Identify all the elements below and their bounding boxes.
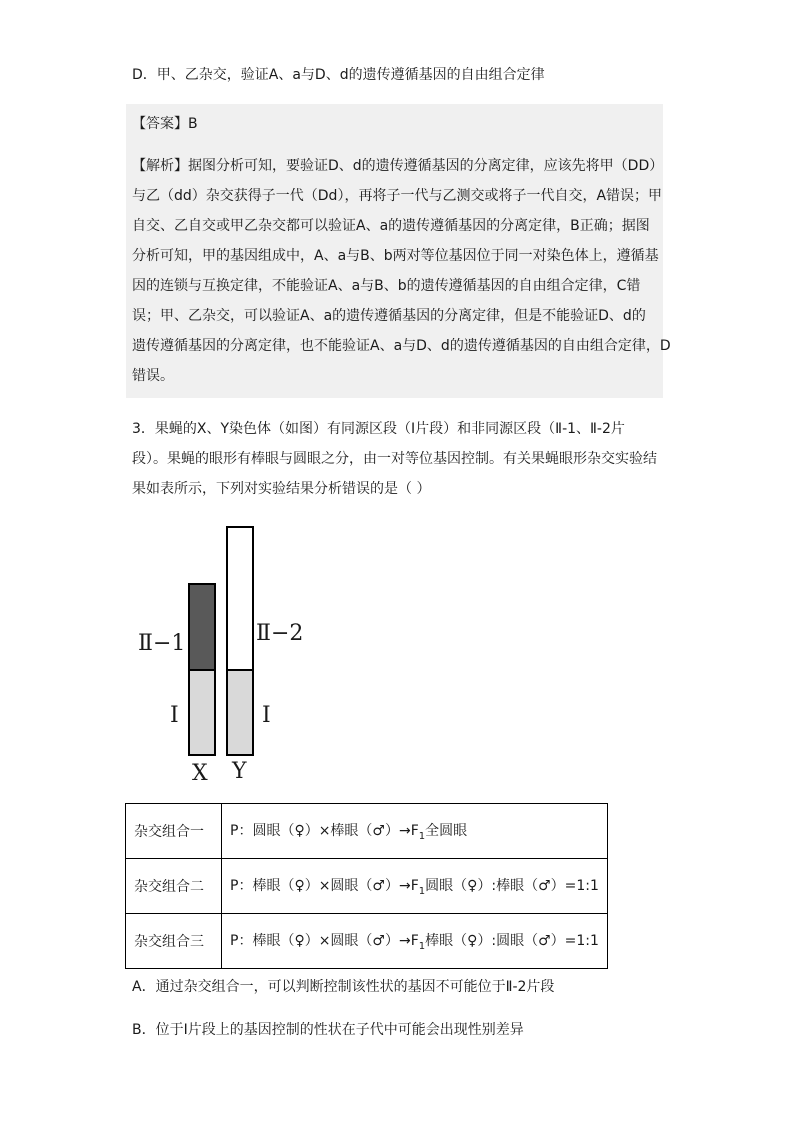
label-i-y: I bbox=[262, 703, 271, 728]
y-chromosome-i-segment bbox=[226, 669, 254, 756]
analysis-line: 遗传遵循基因的分离定律，也不能验证A、a与D、d的遗传遵循基因的自由组合定律，D bbox=[132, 338, 671, 354]
label-i-x: I bbox=[170, 703, 179, 728]
option-a: A．通过杂交组合一，可以判断控制该性状的基因不可能位于Ⅱ-2片段 bbox=[132, 979, 555, 995]
x-chromosome-ii1-segment bbox=[188, 583, 216, 671]
xy-chromosome-diagram bbox=[132, 522, 332, 792]
question3-line: 3．果蝇的X、Y染色体（如图）有同源区段（Ⅰ片段）和非同源区段（Ⅱ-1、Ⅱ-2片 bbox=[132, 421, 625, 437]
x-chromosome-i-segment bbox=[188, 669, 216, 756]
cross-name: 杂交组合三 bbox=[126, 914, 222, 969]
y-chromosome-ii2-segment bbox=[226, 526, 254, 671]
label-y: Y bbox=[232, 759, 247, 784]
analysis-line: 与乙（dd）杂交获得子一代（Dd），再将子一代与乙测交或将子一代自交，A错误；甲 bbox=[132, 188, 663, 204]
table-row bbox=[126, 804, 608, 859]
analysis-line: 自交、乙自交或甲乙杂交都可以验证A、a的遗传遵循基因的分离定律，B正确；据图 bbox=[132, 218, 650, 234]
answer-text: 【答案】B bbox=[132, 116, 198, 132]
question3-line: 段）。果蝇的眼形有棒眼与圆眼之分，由一对等位基因控制。有关果蝇眼形杂交实验结 bbox=[132, 451, 657, 467]
analysis-line: 因的连锁与互换定律，不能验证A、a与B、b的遗传遵循基因的自由组合定律，C错 bbox=[132, 278, 641, 294]
cross-results-table bbox=[125, 803, 608, 969]
cross-result: P：圆眼（♀）×棒眼$(♂)\to F_1$全圆眼 bbox=[222, 804, 608, 859]
cross-result: P：棒眼（♀）×圆眼$(♂)\to F_1$圆眼（♀）:棒眼（♂）=1:1 bbox=[222, 859, 608, 914]
option-d: D．甲、乙杂交，验证A、a与D、d的遗传遵循基因的自由组合定律 bbox=[132, 67, 545, 83]
cross-result: P：棒眼（♀）×圆眼$(♂)\to F_1$棒眼（♀）:圆眼（♂）=1:1 bbox=[222, 914, 608, 969]
analysis-line: 错误。 bbox=[132, 368, 174, 384]
table-row bbox=[126, 914, 608, 969]
label-ii1: Ⅱ−1 bbox=[138, 631, 186, 656]
question3-line: 果如表所示，下列对实验结果分析错误的是（ ） bbox=[132, 481, 431, 497]
table-row bbox=[126, 859, 608, 914]
analysis-line: 【解析】据图分析可知，要验证D、d的遗传遵循基因的分离定律，应该先将甲（DD） bbox=[132, 158, 664, 174]
cross-name: 杂交组合一 bbox=[126, 804, 222, 859]
cross-name: 杂交组合二 bbox=[126, 859, 222, 914]
analysis-line: 误；甲、乙杂交，可以验证A、a的遗传遵循基因的分离定律，但是不能验证D、d的 bbox=[132, 308, 646, 324]
answer-explanation-box bbox=[126, 104, 671, 398]
label-x: X bbox=[192, 761, 208, 786]
option-b: B．位于Ⅰ片段上的基因控制的性状在子代中可能会出现性别差异 bbox=[132, 1022, 524, 1038]
label-ii2: Ⅱ−2 bbox=[256, 621, 304, 646]
analysis-line: 分析可知，甲的基因组成中，A、a与B、b两对等位基因位于同一对染色体上，遵循基 bbox=[132, 248, 659, 264]
